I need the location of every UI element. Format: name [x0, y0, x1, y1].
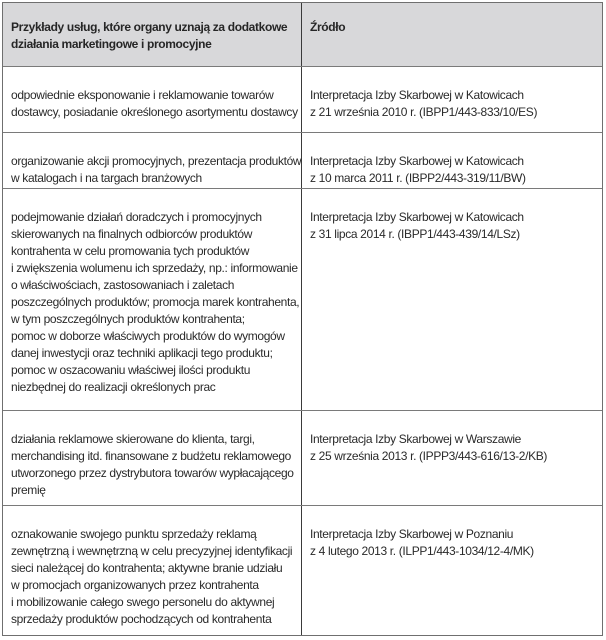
header-source-label: Źródło — [310, 20, 346, 34]
header-examples-line: Przykłady usług, które organy uznają za dodatkowe — [11, 20, 288, 34]
source-line: Interpretacja Izby Skarbowej w Poznaniu — [310, 527, 514, 541]
service-line: sieci należącej do kontrahenta; aktywne branie udziału — [11, 561, 283, 575]
source-line: z 25 września 2013 r. (IPPP3/443-616/13-2/KB) — [310, 449, 548, 463]
service-cell — [3, 67, 302, 132]
service-line: pomoc w oszacowaniu właściwej ilości produktu — [11, 363, 251, 377]
service-line: w tym poszczególnych produktów kontrahenta; — [11, 312, 245, 326]
service-line: oznakowanie swojego punktu sprzedaży reklamą — [11, 527, 257, 541]
table-row — [3, 133, 602, 189]
source-line: z 10 marca 2011 r. (IBPP2/443-319/11/BW) — [310, 171, 526, 185]
source-cell — [302, 67, 602, 132]
table-row — [3, 506, 602, 635]
service-line: kontrahenta w celu promowania tych produktów — [11, 244, 250, 258]
header-source — [302, 3, 602, 66]
source-line: z 21 września 2010 r. (IBPP1/443-833/10/ES) — [310, 105, 538, 119]
service-cell — [3, 506, 302, 635]
table-row — [3, 67, 602, 133]
source-line: z 4 lutego 2013 r. (ILPP1/443-1034/12-4/MK) — [310, 544, 534, 558]
service-line: o właściwościach, zastosowaniach i zaletach — [11, 278, 235, 292]
service-line: zewnętrzną i wewnętrzną w celu precyzyjnej identyfikacji — [11, 544, 293, 558]
service-line: organizowanie akcji promocyjnych, prezentacja produktów — [11, 154, 302, 168]
services-table — [2, 2, 603, 636]
service-line: niezbędnej do realizacji określonych prac — [11, 380, 216, 394]
header-examples-line: działania marketingowe i promocyjne — [11, 37, 212, 51]
source-line: Interpretacja Izby Skarbowej w Katowicach — [310, 154, 524, 168]
service-line: podejmowanie działań doradczych i promocyjnych — [11, 210, 262, 224]
source-line: Interpretacja Izby Skarbowej w Warszawie — [310, 432, 521, 446]
service-line: utworzonego przez dystrybutora towarów wypłacającego — [11, 466, 294, 480]
service-line: i zwiększenia wolumenu ich sprzedaży, np.: informowanie — [11, 261, 298, 275]
service-line: odpowiednie eksponowanie i reklamowanie towarów — [11, 88, 274, 102]
table-row — [3, 411, 602, 506]
service-line: poszczególnych produktów; promocja marek kontrahenta, — [11, 295, 300, 309]
source-line: Interpretacja Izby Skarbowej w Katowicach — [310, 210, 524, 224]
service-line: działania reklamowe skierowane do klienta, targi, — [11, 432, 255, 446]
service-line: w promocjach organizowanych przez kontrahenta — [11, 578, 259, 592]
service-line: merchandising itd. finansowane z budżetu reklamowego — [11, 449, 291, 463]
service-line: dostawcy, posiadanie określonego asortymentu dostawcy — [11, 105, 298, 119]
service-line: i mobilizowanie całego swego personelu do aktywnej — [11, 595, 275, 609]
source-cell — [302, 133, 602, 188]
service-line: premię — [11, 483, 46, 497]
table-header-row — [3, 3, 602, 67]
service-line: sprzedaży produktów pochodzących od kontrahenta — [11, 612, 272, 626]
service-cell — [3, 411, 302, 505]
service-line: danej inwestycji oraz techniki aplikacji tego produktu; — [11, 346, 273, 360]
table-row — [3, 189, 602, 411]
source-line: z 31 lipca 2014 r. (IBPP1/443-439/14/LSz) — [310, 227, 520, 241]
source-cell — [302, 189, 602, 410]
service-line: w katalogach i na targach branżowych — [11, 171, 202, 185]
header-examples — [3, 3, 302, 66]
service-cell — [3, 189, 302, 410]
source-cell — [302, 506, 602, 635]
source-cell — [302, 411, 602, 505]
source-line: Interpretacja Izby Skarbowej w Katowicach — [310, 88, 524, 102]
service-cell — [3, 133, 302, 188]
service-line: skierowanych na finalnych odbiorców produktów — [11, 227, 253, 241]
service-line: pomoc w doborze właściwych produktów do wymogów — [11, 329, 285, 343]
